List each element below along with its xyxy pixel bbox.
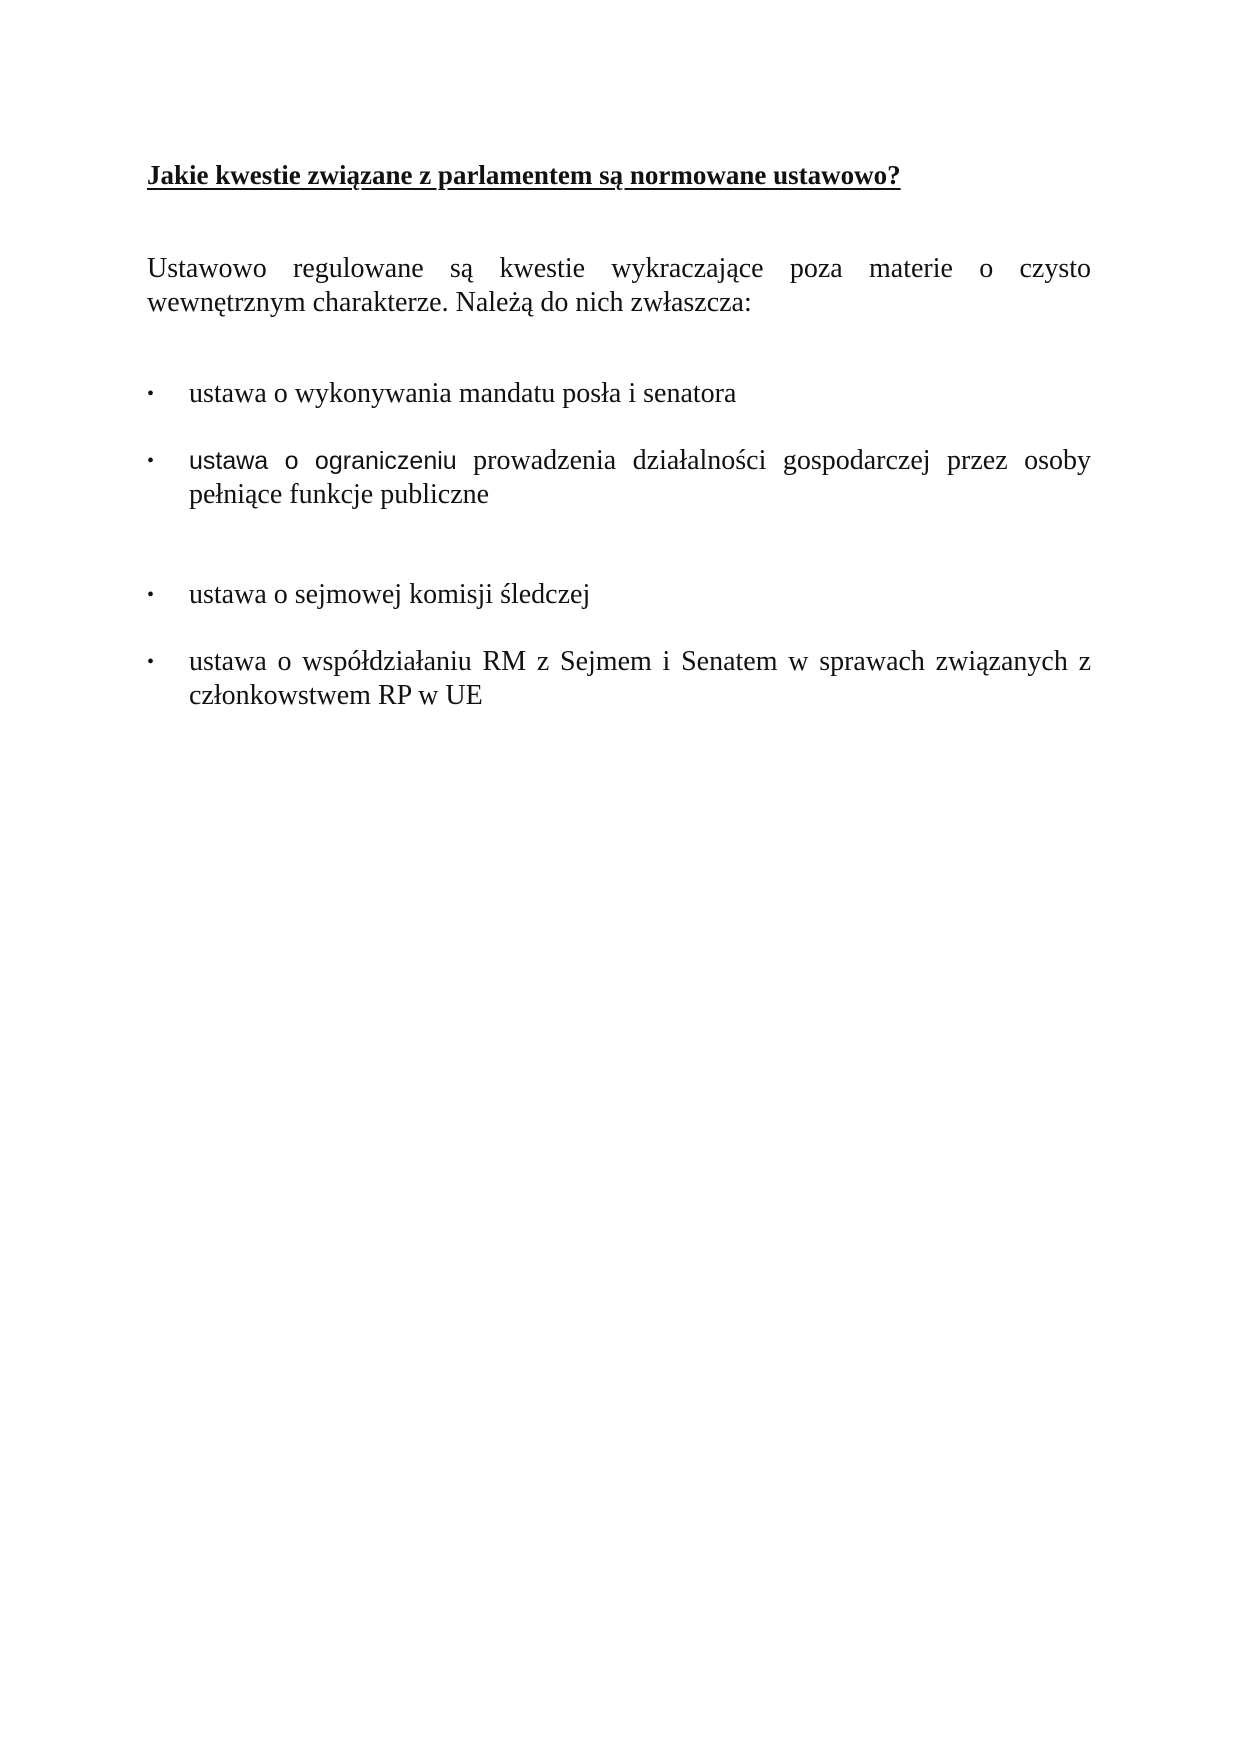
- list-item-text: ustawa o wykonywania mandatu posła i senatora: [189, 378, 737, 409]
- intro-paragraph: Ustawowo regulowane są kwestie wykraczające poza materie o czysto wewnętrznym charakterze. Należą do nich zwłaszcza:: [147, 253, 1091, 318]
- bullet-icon: •: [147, 383, 155, 405]
- list-item-text: [189, 444, 1091, 512]
- list-item-text: ustawa o współdziałaniu RM z Sejmem i Senatem w sprawach związanych z członkowstwem RP w UE: [189, 646, 1091, 711]
- document-title: Jakie kwestie związane z parlamentem są normowane ustawowo?: [147, 160, 901, 190]
- bullet-icon: •: [147, 450, 155, 472]
- list-item-text: ustawa o sejmowej komisji śledczej: [189, 579, 591, 610]
- list-item-lead-text: ustawa o ograniczeniu: [189, 447, 457, 475]
- bullet-icon: •: [147, 651, 155, 673]
- list-item-rest-text: prowadzenia działalności gospodarczej przez osoby pełniące funkcje publiczne: [189, 445, 1091, 510]
- bullet-icon: •: [147, 584, 155, 606]
